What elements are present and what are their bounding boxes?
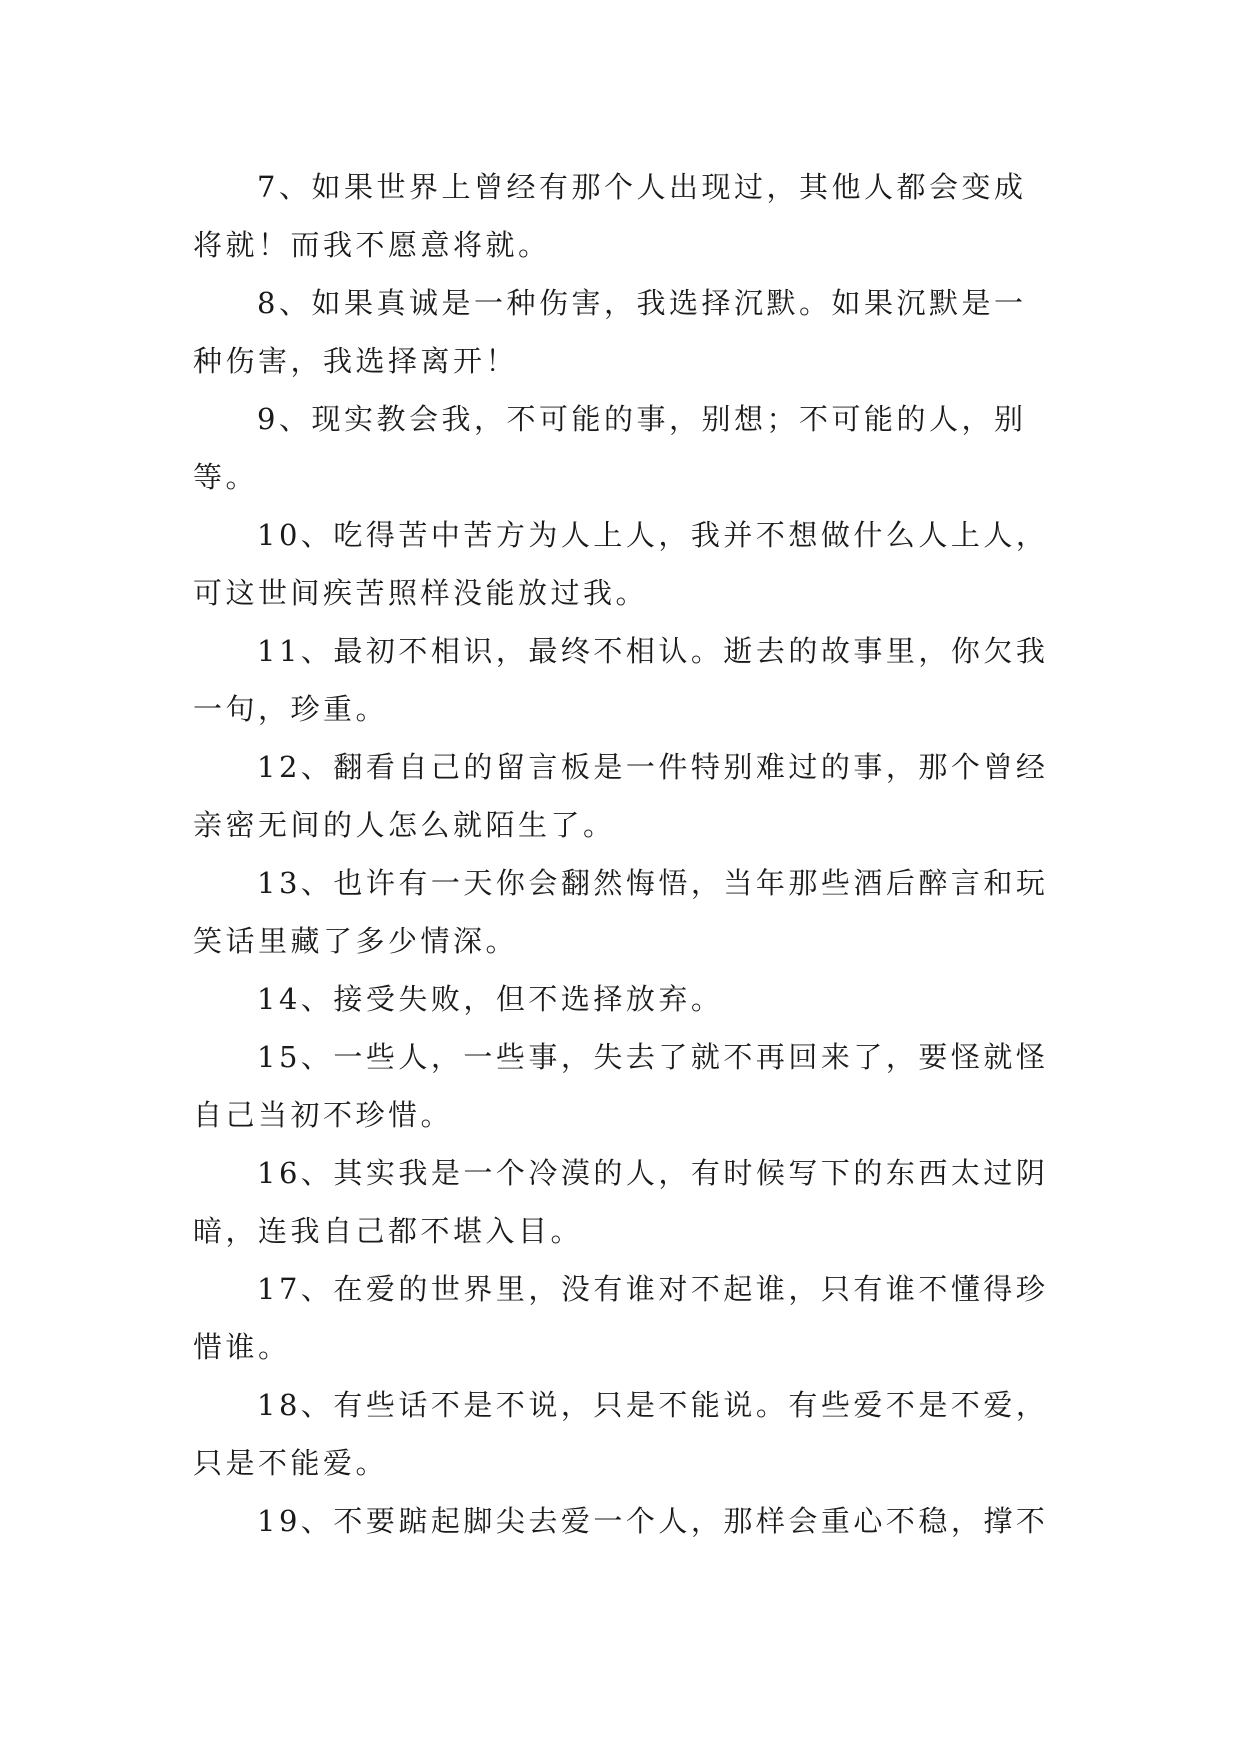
paragraph-9: 9、现实教会我，不可能的事，别想；不可能的人，别等。 — [193, 402, 1027, 494]
paragraph-10: 10、吃得苦中苦方为人上人，我并不想做什么人上人，可这世间疾苦照样没能放过我。 — [193, 518, 1049, 610]
paragraph-11: 11、最初不相识，最终不相认。逝去的故事里，你欠我一句，珍重。 — [193, 634, 1049, 726]
paragraph-7: 7、如果世界上曾经有那个人出现过，其他人都会变成将就！而我不愿意将就。 — [193, 170, 1027, 262]
paragraph-12: 12、翻看自己的留言板是一件特别难过的事，那个曾经亲密无间的人怎么就陌生了。 — [193, 750, 1049, 842]
paragraph-13: 13、也许有一天你会翻然悔悟，当年那些酒后醉言和玩笑话里藏了多少情深。 — [193, 866, 1049, 958]
paragraph-14: 14、接受失败，但不选择放弃。 — [257, 982, 724, 1016]
paragraph-16: 16、其实我是一个冷漠的人，有时候写下的东西太过阴暗，连我自己都不堪入目。 — [193, 1156, 1049, 1248]
document-page — [193, 158, 1049, 1698]
paragraph-8: 8、如果真诚是一种伤害，我选择沉默。如果沉默是一种伤害，我选择离开！ — [193, 286, 1027, 378]
paragraph-19: 19、不要踮起脚尖去爱一个人，那样会重心不稳，撑不 — [257, 1504, 1049, 1538]
paragraph-18: 18、有些话不是不说，只是不能说。有些爱不是不爱，只是不能爱。 — [193, 1388, 1049, 1480]
paragraph-15: 15、一些人，一些事，失去了就不再回来了，要怪就怪自己当初不珍惜。 — [193, 1040, 1049, 1132]
paragraph-17: 17、在爱的世界里，没有谁对不起谁，只有谁不懂得珍惜谁。 — [193, 1272, 1049, 1364]
